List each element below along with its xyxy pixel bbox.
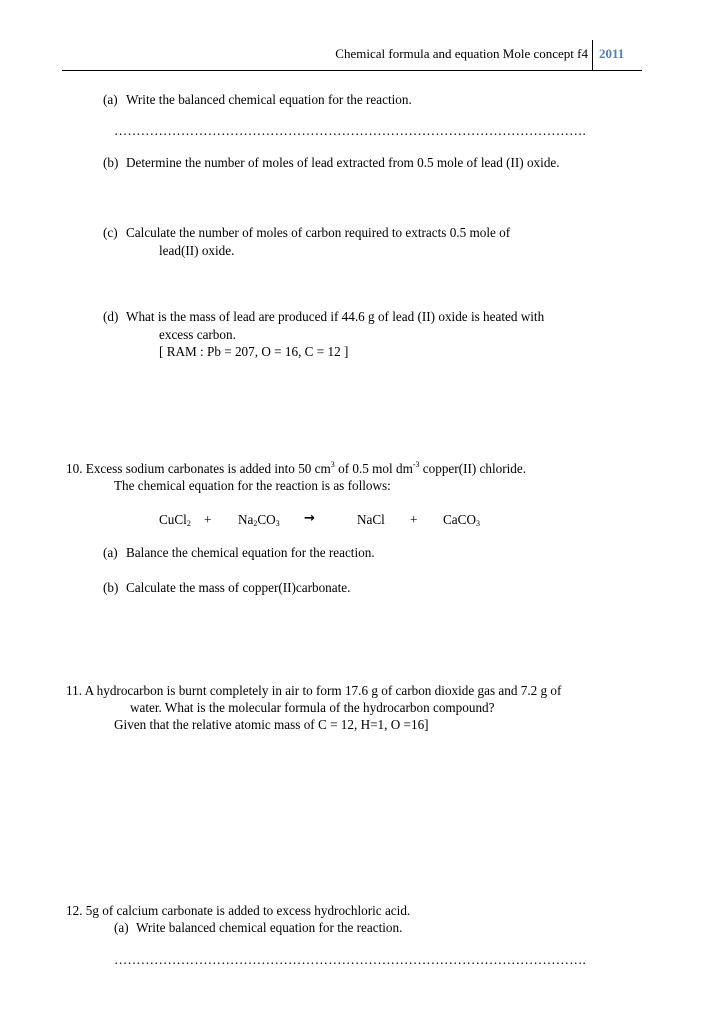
- eq-plus-2: +: [410, 512, 418, 527]
- eq-arrow-icon: →: [304, 511, 315, 526]
- eq-caco-sub: 3: [475, 519, 480, 528]
- q9c-text-1: Calculate the number of moles of carbon required to extracts 0.5 mole of: [126, 225, 511, 240]
- eq-co-text: CO: [257, 512, 276, 527]
- q9b-label: (b): [103, 155, 119, 170]
- eq-na-text: Na: [238, 512, 254, 527]
- eq-na-sub: 2: [253, 519, 258, 528]
- eq-caco-text: CaCO: [443, 512, 476, 527]
- q9d-text-1: What is the mass of lead are produced if 44.6 g of lead (II) oxide is heated with: [126, 309, 545, 324]
- q10-intro-text-a: 10. Excess sodium carbonates is added into 50 cm: [66, 461, 331, 476]
- eq-cucl2: [159, 512, 191, 528]
- q12a-label: (a): [114, 920, 129, 935]
- q10-intro-sup-a: 3: [330, 460, 335, 469]
- header-year: 2011: [599, 46, 625, 61]
- eq-cucl2-text: CuCl: [159, 512, 187, 527]
- header-separator: [592, 40, 593, 70]
- q9d-text-2: excess carbon.: [159, 327, 236, 342]
- q10-intro-text-b: of 0.5 mol dm: [334, 461, 413, 476]
- q12-line-1: 12. 5g of calcium carbonate is added to excess hydrochloric acid.: [66, 903, 411, 918]
- q10a-text: Balance the chemical equation for the reaction.: [126, 545, 375, 560]
- eq-na2co3: [238, 512, 280, 528]
- header-title: Chemical formula and equation Mole concept f4: [335, 46, 588, 61]
- q9a-text: Write the balanced chemical equation for the reaction.: [126, 92, 412, 107]
- q9d-ram: [ RAM : Pb = 207, O = 16, C = 12 ]: [159, 344, 349, 359]
- header-rule: [62, 70, 642, 71]
- q11-line-2: water. What is the molecular formula of the hydrocarbon compound?: [130, 700, 495, 715]
- q9c-text-2: lead(II) oxide.: [159, 243, 235, 258]
- eq-nacl: NaCl: [357, 512, 385, 527]
- q10b-label: (b): [103, 580, 119, 595]
- q9d-label: (d): [103, 309, 119, 324]
- q11-line-1: 11. A hydrocarbon is burnt completely in air to form 17.6 g of carbon dioxide gas and 7.2 g of: [66, 683, 562, 698]
- q10a-label: (a): [103, 545, 118, 560]
- q10-intro-sup-b: -3: [412, 460, 420, 469]
- q12a-answer-line: …………………………………………………………………………………………….: [114, 952, 587, 967]
- q12a-text: Write balanced chemical equation for the reaction.: [136, 920, 403, 935]
- eq-co-sub: 3: [275, 519, 280, 528]
- q10-intro-text-c: copper(II) chloride.: [419, 461, 527, 476]
- q9a-answer-line: …………………………………………………………………………………………….: [114, 123, 587, 138]
- eq-cucl2-sub: 2: [186, 519, 191, 528]
- q9a-label: (a): [103, 92, 118, 107]
- q10-intro: [66, 460, 526, 477]
- eq-plus-1: +: [204, 512, 212, 527]
- q10-intro-2: The chemical equation for the reaction is as follows:: [114, 478, 391, 493]
- q10b-text: Calculate the mass of copper(II)carbonate.: [126, 580, 351, 595]
- q11-line-3: Given that the relative atomic mass of C = 12, H=1, O =16]: [114, 717, 429, 732]
- eq-caco3: [443, 512, 480, 528]
- q9b-text: Determine the number of moles of lead extracted from 0.5 mole of lead (II) oxide.: [126, 155, 560, 170]
- q9c-label: (c): [103, 225, 118, 240]
